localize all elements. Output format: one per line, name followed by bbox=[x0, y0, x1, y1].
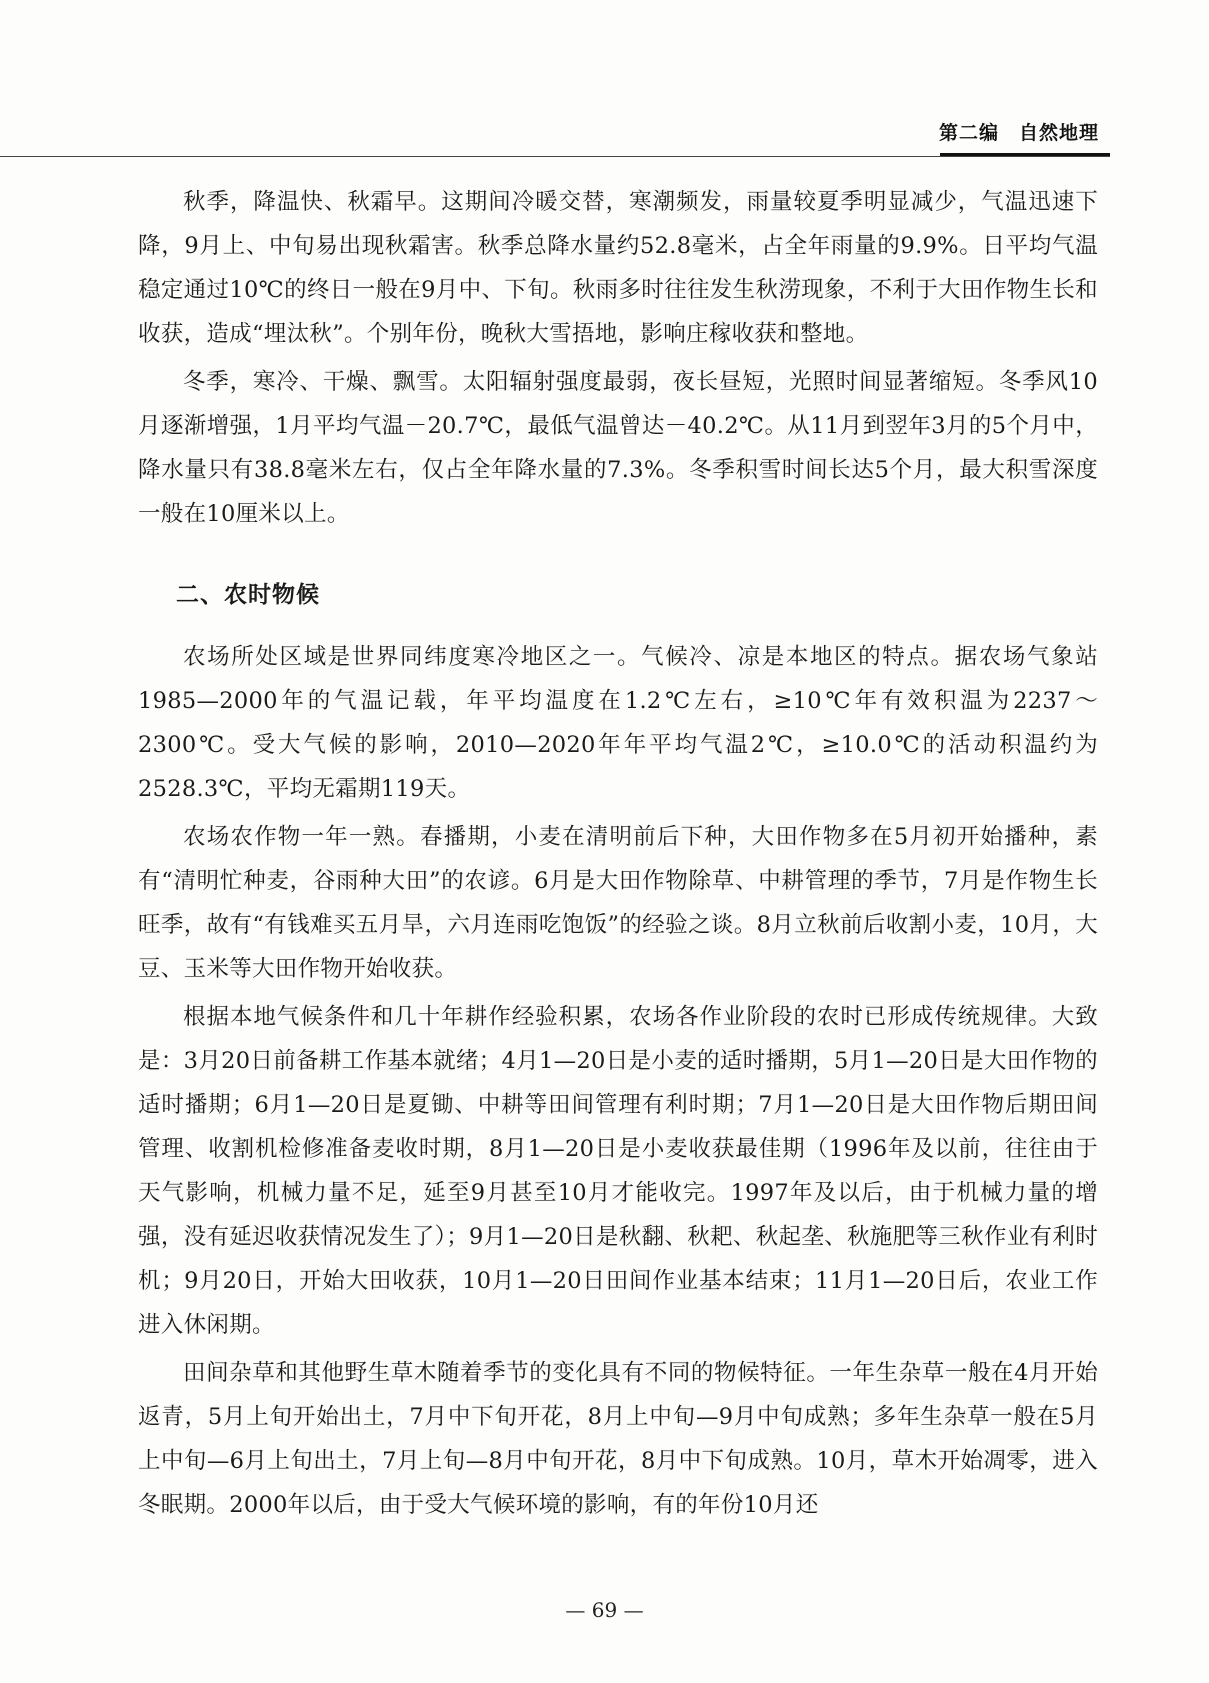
page-number: — 69 — bbox=[565, 1598, 644, 1622]
header-rule bbox=[0, 156, 1110, 157]
paragraph-crops: 农场农作物一年一熟。春播期，小麦在清明前后下种，大田作物多在5月初开始播种，素有“清明忙种麦，谷雨种大田”的农谚。6月是大田作物除草、中耕管理的季节，7月是作物生长旺季，故有“有钱难买五月旱，六月连雨吃饱饭”的经验之谈。8月立秋前后收割小麦，10月，大豆、玉米等大田作物开始收获。 bbox=[138, 824, 1098, 982]
paragraph-winter: 冬季，寒冷、干燥、飘雪。太阳辐射强度最弱，夜长昼短，光照时间显著缩短。冬季风10月逐渐增强，1月平均气温－20.7℃，最低气温曾达－40.2℃。从11月到翌年3月的5个月中，降水量只有38.8毫米左右，仅占全年降水量的7.3%。冬季积雪时间长达5个月，最大积雪深度一般在10厘米以上。 bbox=[138, 369, 1098, 527]
paragraph-weeds: 田间杂草和其他野生草木随着季节的变化具有不同的物候特征。一年生杂草一般在4月开始返青，5月上旬开始出土，7月中下旬开花，8月上中旬—9月中旬成熟；多年生杂草一般在5月上中旬—6月上旬出土，7月上旬—8月中旬开花，8月中下旬成熟。10月，草木开始凋零，进入冬眠期。2000年以后，由于受大气候环境的影响，有的年份10月还 bbox=[138, 1360, 1098, 1518]
page-body bbox=[138, 180, 1098, 1531]
paragraph-autumn: 秋季，降温快、秋霜早。这期间冷暖交替，寒潮频发，雨量较夏季明显减少，气温迅速下降，9月上、中旬易出现秋霜害。秋季总降水量约52.8毫米，占全年雨量的9.9%。日平均气温稳定通过10℃的终日一般在9月中、下旬。秋雨多时往往发生秋涝现象，不利于大田作物生长和收获，造成“埋汰秋”。个别年份，晚秋大雪捂地，影响庄稼收获和整地。 bbox=[138, 189, 1098, 347]
paragraph-climate: 农场所处区域是世界同纬度寒冷地区之一。气候冷、凉是本地区的特点。据农场气象站1985—2000年的气温记载，年平均温度在1.2℃左右，≥10℃年有效积温为2237～2300℃。受大气候的影响，2010—2020年年平均气温2℃，≥10.0℃的活动积温约为2528.3℃，平均无霜期119天。 bbox=[138, 644, 1098, 802]
section-heading: 二、农时物候 bbox=[176, 582, 320, 608]
paragraph-farming-calendar: 根据本地气候条件和几十年耕作经验积累，农场各作业阶段的农时已形成传统规律。大致是：3月20日前备耕工作基本就绪；4月1—20日是小麦的适时播期，5月1—20日是大田作物的适时播期；6月1—20日是夏锄、中耕等田间管理有利时期；7月1—20日是大田作物后期田间管理、收割机检修准备麦收时期，8月1—20日是小麦收获最佳期（1996年及以前，往往由于天气影响，机械力量不足，延至9月甚至10月才能收完。1997年及以后，由于机械力量的增强，没有延迟收获情况发生了）；9月1—20日是秋翻、秋耙、秋起垄、秋施肥等三秋作业有利时机；9月20日，开始大田收获，10月1—20日田间作业基本结束；11月1—20日后，农业工作进入休闲期。 bbox=[138, 1004, 1098, 1338]
running-header: 第二编 自然地理 bbox=[938, 122, 1099, 144]
